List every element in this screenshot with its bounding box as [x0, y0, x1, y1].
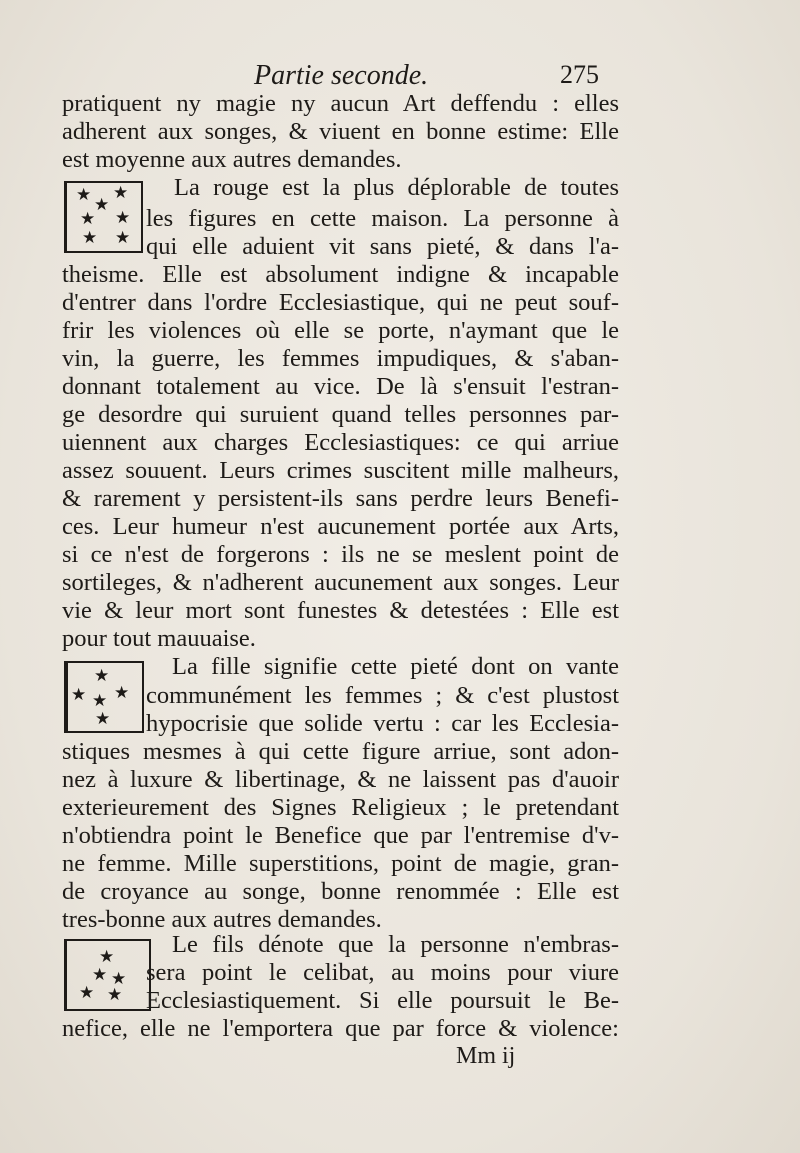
geomantic-figure-rubeus: [64, 181, 143, 253]
text-line: pratiquent ny magie ny aucun Art deffendu : elles: [62, 90, 619, 117]
text-line: Ecclesiastiquement. Si elle poursuit le Be-: [146, 987, 619, 1014]
text-line: exterieurement des Signes Religieux ; le pretendant: [62, 794, 619, 821]
text-line: uiennent aux charges Ecclesiastiques: ce qui arriue: [62, 429, 619, 456]
text-line: assez souuent. Leurs crimes suscitent mille malheurs,: [62, 457, 619, 484]
star-icon: ★: [114, 683, 130, 703]
text-line: stiques mesmes à qui cette figure arriue, sont adon-: [62, 738, 619, 765]
running-title: Partie seconde.: [254, 60, 429, 91]
text-line: est moyenne aux autres demandes.: [62, 146, 402, 173]
star-icon: ★: [115, 208, 131, 228]
text-line: vie & leur mort sont funestes & detestées : Elle est: [62, 597, 619, 624]
text-line: qui elle aduient vit sans pieté, & dans l'a-: [146, 233, 619, 260]
text-line: vin, la guerre, les femmes impudiques, & s'aban-: [62, 345, 619, 372]
star-icon: ★: [113, 183, 129, 203]
star-icon: ★: [92, 691, 108, 711]
star-icon: ★: [107, 985, 123, 1005]
text-line: sera point le celibat, au moins pour viure: [146, 959, 619, 986]
geomantic-figure-puella: [64, 661, 144, 733]
text-line: donnant totalement au vice. De là s'ensuit l'estran-: [62, 373, 619, 400]
text-line: frir les violences où elle se porte, n'aymant que le: [62, 317, 619, 344]
star-icon: ★: [82, 228, 98, 248]
star-icon: ★: [94, 666, 110, 686]
star-icon: ★: [99, 947, 115, 967]
star-icon: ★: [76, 185, 92, 205]
text-line: ces. Leur humeur n'est aucunement portée aux Arts,: [62, 513, 619, 540]
text-line: ne femme. Mille superstitions, point de magie, gran-: [62, 850, 619, 877]
text-line: sortileges, & n'adherent aucunement aux songes. Leur: [62, 569, 619, 596]
text-line: Le fils dénote que la personne n'embras-: [172, 931, 619, 958]
star-icon: ★: [71, 685, 87, 705]
page-number: 275: [560, 60, 599, 89]
text-line: nefice, elle ne l'emportera que par force & violence:: [62, 1015, 619, 1042]
text-line: pour tout mauuaise.: [62, 625, 256, 652]
text-line: tres-bonne aux autres demandes.: [62, 906, 382, 933]
star-icon: ★: [80, 209, 96, 229]
geomantic-figure-puer: [64, 939, 151, 1011]
text-line: de croyance au songe, bonne renommée : Elle est: [62, 878, 619, 905]
star-icon: ★: [79, 983, 95, 1003]
star-icon: ★: [95, 709, 111, 729]
text-line: n'obtiendra point le Benefice que par l'entremise d'v-: [62, 822, 619, 849]
text-line: les figures en cette maison. La personne à: [146, 205, 619, 232]
text-line: & rarement y persistent-ils sans perdre leurs Benefi-: [62, 485, 619, 512]
text-line: theisme. Elle est absolument indigne & incapable: [62, 261, 619, 288]
star-icon: ★: [115, 228, 131, 248]
text-line: si ce n'est de forgerons : ils ne se meslent point de: [62, 541, 619, 568]
text-line: La rouge est la plus déplorable de toutes: [174, 174, 619, 201]
text-line: d'entrer dans l'ordre Ecclesiastique, qui ne peut souf-: [62, 289, 619, 316]
star-icon: ★: [111, 969, 127, 989]
text-line: La fille signifie cette pieté dont on vante: [172, 653, 619, 680]
text-line: hypocrisie que solide vertu : car les Ecclesia-: [146, 710, 619, 737]
text-line: adherent aux songes, & viuent en bonne estime: Elle: [62, 118, 619, 145]
text-line: communément les femmes ; & c'est plustost: [146, 682, 619, 709]
signature-mark: Mm ij: [456, 1043, 516, 1069]
star-icon: ★: [92, 965, 108, 985]
text-line: ge desordre qui suruient quand telles personnes par-: [62, 401, 619, 428]
star-icon: ★: [94, 195, 110, 215]
text-line: nez à luxure & libertinage, & ne laissent pas d'auoir: [62, 766, 619, 793]
